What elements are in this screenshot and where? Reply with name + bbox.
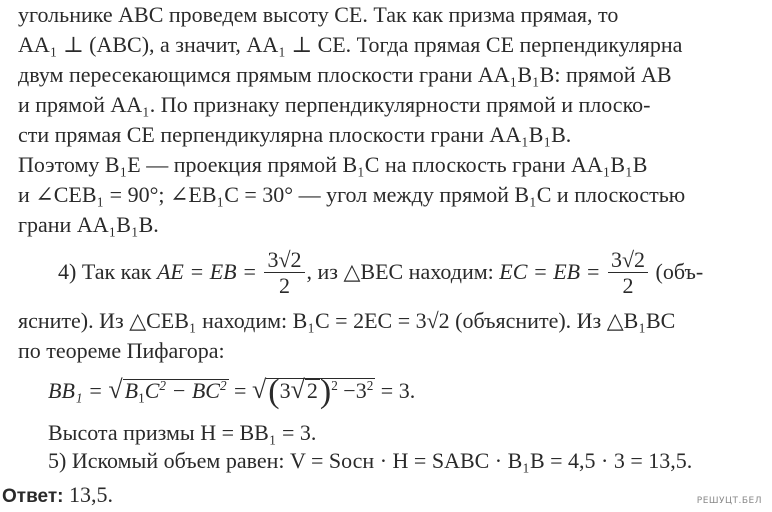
sqrt-icon: √: [108, 375, 123, 404]
fraction: [264, 248, 304, 299]
answer-line: [2, 482, 113, 510]
sqrt-icon: √: [251, 375, 267, 404]
eq-ae-eb: AE = EB =: [156, 259, 257, 284]
height-line: Высота призмы H = BB₁ = 3.: [48, 420, 317, 445]
fraction: [608, 248, 648, 299]
formula-left: BB₁ =: [48, 378, 103, 403]
text-line: AA₁ ⊥ (ABC), а значит, AA₁ ⊥ CE. Тогда прямая CE перпендикулярна: [18, 32, 683, 57]
text-line: Поэтому B₁E — проекция прямой B₁C на плоскость грани AA₁B₁B: [18, 152, 648, 177]
text-line: по теореме Пифагора:: [18, 338, 225, 363]
fraction-denominator: 2: [622, 273, 634, 299]
radicand-1: $B_1C^2 - BC^2$: [124, 378, 227, 406]
text-line: грани AA₁B₁B.: [18, 212, 159, 237]
eq-ec-eb: EC = EB =: [499, 259, 601, 284]
step4-prefix: 4) Так как: [58, 259, 152, 284]
text-line: двум пересекающимся прямым плоскости грани AA₁B₁B: прямой AB: [18, 62, 672, 87]
watermark: РЕШУЦТ.БЕЛ: [696, 496, 762, 506]
radicand-2: $(3√2)^2 -3^2$: [268, 373, 374, 410]
answer-value: 13,5.: [68, 482, 113, 507]
formula-right: = 3.: [380, 378, 416, 403]
step4-line1: [58, 247, 703, 299]
step5-line: 5) Искомый объем равен: V = Sосн · H = SABC · B₁B = 4,5 · 3 = 13,5.: [48, 448, 693, 473]
answer-label: Ответ:: [2, 486, 64, 507]
text-line: и ∠CEB₁ = 90°; ∠EB₁C = 30° — угол между прямой B₁C и плоскостью: [18, 182, 686, 207]
text-line: и прямой AA₁. По признаку перпендикулярности прямой и плоско-: [18, 92, 651, 117]
step4-suffix: (объ-: [655, 259, 704, 284]
text-line: ясните). Из △CEB₁ находим: B₁C = 2EC = 3√2 (объясните). Из △B₁BC: [18, 308, 676, 333]
fraction-denominator: 2: [278, 273, 290, 299]
fraction-numerator: 3√2: [264, 248, 304, 273]
fraction-numerator: 3√2: [608, 248, 648, 273]
text-line: сти прямая CE перпендикулярна плоскости грани AA₁B₁B.: [18, 122, 572, 147]
step4-mid: , из △BEC находим:: [306, 259, 494, 284]
pythagoras-formula: $BB_1 = √B_1C^2 - BC^2 = √(3√2)^2 -3^2 = 3$.: [48, 373, 416, 410]
text-line: угольнике ABC проведем высоту CE. Так как призма прямая, то: [18, 2, 619, 27]
